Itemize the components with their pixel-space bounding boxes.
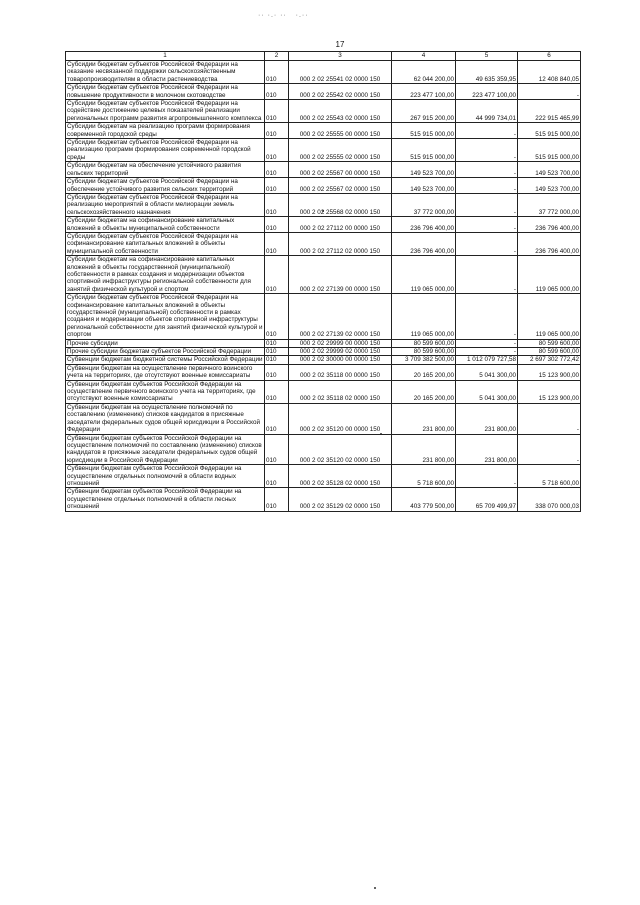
row-executed: -	[456, 232, 518, 255]
row-kbk: 000 2 02 35120 02 0000 150	[289, 434, 392, 465]
table-row	[66, 139, 581, 162]
header-col-6: 6	[518, 52, 581, 61]
row-unexecuted: -	[518, 434, 581, 465]
row-kbk: 000 2 02 25555 02 0000 150	[289, 139, 392, 162]
row-code: 010	[265, 193, 289, 216]
table-row	[66, 123, 581, 139]
row-code: 010	[265, 364, 289, 380]
row-name: Субсидии бюджетам субъектов Российской Федерации на обеспечение устойчивого развития сельских территорий	[66, 178, 265, 194]
row-name: Субвенции бюджетам на осуществление полномочий по составлению (изменению) списков кандидатов в присяжные заседатели федеральных судов общей юрисдикции в Российской Федерации	[66, 403, 265, 434]
row-kbk: 000 2 02 35120 00 0000 150	[289, 403, 392, 434]
row-kbk: 000 2 02 27112 02 0000 150	[289, 232, 392, 255]
table-row	[66, 488, 581, 511]
row-kbk: 000 2 02 25567 00 0000 150	[289, 162, 392, 178]
row-unexecuted: 2 697 302 772,42	[518, 356, 581, 364]
row-executed: -	[456, 162, 518, 178]
row-unexecuted: 515 915 000,00	[518, 123, 581, 139]
row-kbk: 000 2 02 25543 02 0000 150	[289, 100, 392, 123]
row-executed: -	[456, 193, 518, 216]
row-approved: 119 065 000,00	[392, 256, 456, 294]
table-row	[66, 193, 581, 216]
row-name: Субвенции бюджетам на осуществление первичного воинского учета на территориях, где отсутствуют военные комиссариаты	[66, 364, 265, 380]
budget-table	[65, 51, 581, 512]
row-executed: -	[456, 217, 518, 233]
row-code: 010	[265, 61, 289, 84]
row-approved: 20 165 200,00	[392, 364, 456, 380]
page-number: 17	[335, 40, 345, 49]
row-kbk: 000 2 02 25542 02 0000 150	[289, 84, 392, 100]
table-row	[66, 84, 581, 100]
row-unexecuted: 515 915 000,00	[518, 139, 581, 162]
row-approved: 80 599 600,00	[392, 348, 456, 356]
table-row	[66, 232, 581, 255]
row-name: Субсидии бюджетам на софинансирование капитальных вложений в объекты муниципальной собственности	[66, 217, 265, 233]
table-row	[66, 294, 581, 339]
row-name: Прочие субсидии	[66, 339, 265, 347]
row-code: 010	[265, 217, 289, 233]
row-approved: 62 044 200,00	[392, 61, 456, 84]
row-executed: -	[456, 178, 518, 194]
row-name: Субсидии бюджетам субъектов Российской Федерации на софинансирование капитальных вложений в объекты муниципальной собственности	[66, 232, 265, 255]
row-unexecuted: 222 915 465,99	[518, 100, 581, 123]
table-row	[66, 348, 581, 356]
header-col-5: 5	[456, 52, 518, 61]
header-col-4: 4	[392, 52, 456, 61]
row-name: Субсидии бюджетам на реализацию программ формирования современной городской среды	[66, 123, 265, 139]
row-code: 010	[265, 123, 289, 139]
row-approved: 20 165 200,00	[392, 380, 456, 403]
row-executed: 231 800,00	[456, 403, 518, 434]
row-name: Субвенции бюджетам субъектов Российской Федерации на осуществление отдельных полномочий в области лесных отношений	[66, 488, 265, 511]
row-approved: 231 800,00	[392, 403, 456, 434]
scan-artifact: ·· ·.· ·· ·.··	[258, 12, 309, 19]
table-row	[66, 162, 581, 178]
row-kbk: 000 2 02 29999 02 0000 150	[289, 348, 392, 356]
row-executed: -	[456, 465, 518, 488]
row-name: Субсидии бюджетам субъектов Российской Федерации на реализацию программ формирования современной городской среды	[66, 139, 265, 162]
row-unexecuted: 15 123 900,00	[518, 364, 581, 380]
row-executed: -	[456, 139, 518, 162]
row-approved: 515 915 000,00	[392, 139, 456, 162]
row-approved: 37 772 000,00	[392, 193, 456, 216]
row-unexecuted: 5 718 600,00	[518, 465, 581, 488]
row-executed: 1 012 079 727,58	[456, 356, 518, 364]
table-row	[66, 434, 581, 465]
table-header	[66, 52, 581, 61]
row-name: Субсидии бюджетам субъектов Российской Федерации на содействие достижению целевых показателей реализации региональных программ развития агропромышленного комплекса	[66, 100, 265, 123]
header-col-3: 3	[289, 52, 392, 61]
row-code: 010	[265, 380, 289, 403]
row-name: Субвенции бюджетам субъектов Российской Федерации на осуществление отдельных полномочий в области водных отношений	[66, 465, 265, 488]
row-approved: 267 915 200,00	[392, 100, 456, 123]
row-name: Прочие субсидии бюджетам субъектов Российской Федерации	[66, 348, 265, 356]
row-code: 010	[265, 434, 289, 465]
row-executed: 5 041 300,00	[456, 364, 518, 380]
row-approved: 119 065 000,00	[392, 294, 456, 339]
row-name: Субсидии бюджетам субъектов Российской Федерации на софинансирование капитальных вложений в объекты государственной (муниципальной) собственности в рамках создания и модернизации объектов спортивной инфраструктуры региональной собственности для занятий физической культурой и спортом	[67, 294, 263, 339]
row-kbk: 000 2 02 25555 00 0000 150	[289, 123, 392, 139]
table-row	[66, 61, 581, 84]
scan-speck	[374, 887, 376, 889]
table-row	[66, 465, 581, 488]
row-executed: -	[456, 348, 518, 356]
row-unexecuted: 338 070 000,03	[518, 488, 581, 511]
row-unexecuted: 119 065 000,00	[518, 294, 581, 339]
row-executed: -	[456, 123, 518, 139]
row-name: Субвенции бюджетам бюджетной системы Российской Федерации	[67, 356, 263, 364]
row-executed: 223 477 100,00	[456, 84, 518, 100]
row-kbk: 000 2 02 27112 00 0000 150	[289, 217, 392, 233]
row-unexecuted: 12 408 840,05	[518, 61, 581, 84]
row-kbk: 000 2 02 25567 02 0000 150	[289, 178, 392, 194]
row-unexecuted: 149 523 700,00	[518, 178, 581, 194]
row-executed: 5 041 300,00	[456, 380, 518, 403]
row-approved: 5 718 600,00	[392, 465, 456, 488]
row-approved: 236 796 400,00	[392, 217, 456, 233]
row-unexecuted: 80 599 600,00	[518, 348, 581, 356]
row-kbk: 000 2 02 25568 02 0000 150	[289, 193, 392, 216]
header-col-2: 2	[265, 52, 289, 61]
table-row	[66, 356, 581, 364]
row-executed: -	[456, 256, 518, 294]
row-name: Субсидии бюджетам субъектов Российской Федерации на реализацию мероприятий в области мелиорации земель сельскохозяйственного назначения	[66, 193, 265, 216]
row-code: 010	[265, 232, 289, 255]
row-unexecuted: 15 123 900,00	[518, 380, 581, 403]
row-approved: 149 523 700,00	[392, 178, 456, 194]
row-code: 010	[265, 256, 289, 294]
row-code: 010	[265, 348, 289, 356]
row-name: Субсидии бюджетам на обеспечение устойчивого развития сельских территорий	[66, 162, 265, 178]
row-kbk: 000 2 02 25541 02 0000 150	[289, 61, 392, 84]
row-name: Субсидии бюджетам субъектов Российской Федерации на оказание несвязанной поддержки сельскохозяйственным товаропроизводителям в области растениеводства	[66, 61, 265, 84]
row-executed: 44 999 734,01	[456, 100, 518, 123]
row-code: 010	[265, 139, 289, 162]
row-name: Субсидии бюджетам на софинансирование капитальных вложений в объекты государственной (муниципальной) собственности в рамках создания и модернизации объектов спортивной инфраструктуры региональной собственности для занятий физической культурой и спортом	[66, 256, 265, 294]
row-code: 010	[265, 339, 289, 347]
row-executed: 231 800,00	[456, 434, 518, 465]
table-row	[66, 403, 581, 434]
table-body	[66, 61, 581, 512]
table-row	[66, 100, 581, 123]
row-executed: -	[456, 294, 518, 339]
row-executed: -	[456, 339, 518, 347]
table-row	[66, 178, 581, 194]
row-approved: 231 800,00	[392, 434, 456, 465]
row-approved: 149 523 700,00	[392, 162, 456, 178]
row-name: Субвенции бюджетам субъектов Российской Федерации на осуществление первичного воинского учета на территориях, где отсутствуют военные комиссариаты	[66, 380, 265, 403]
row-code: 010	[265, 294, 289, 339]
row-approved: 403 779 500,00	[392, 488, 456, 511]
row-unexecuted: -	[518, 84, 581, 100]
header-col-1: 1	[66, 52, 265, 61]
row-approved: 80 599 600,00	[392, 339, 456, 347]
row-name: Субвенции бюджетам субъектов Российской Федерации на осуществление полномочий по составлению (изменению) списков кандидатов в присяжные заседатели федеральных судов общей юрисдикции в Российской Федерации	[66, 434, 265, 465]
row-approved: 515 915 000,00	[392, 123, 456, 139]
row-kbk: 000 2 02 35129 02 0000 150	[289, 488, 392, 511]
row-kbk: 000 2 02 35118 00 0000 150	[289, 364, 392, 380]
row-unexecuted: 80 599 600,00	[518, 339, 581, 347]
row-kbk: 000 2 02 27139 02 0000 150	[289, 294, 392, 339]
row-name: Субсидии бюджетам субъектов Российской Федерации на повышение продуктивности в молочном скотоводстве	[66, 84, 265, 100]
row-approved: 223 477 100,00	[392, 84, 456, 100]
table-row	[66, 380, 581, 403]
row-unexecuted: 149 523 700,00	[518, 162, 581, 178]
row-kbk: 000 2 02 35118 02 0000 150	[289, 380, 392, 403]
row-kbk: 000 2 02 35128 02 0000 150	[289, 465, 392, 488]
row-executed: 49 635 359,95	[456, 61, 518, 84]
row-unexecuted: 236 796 400,00	[518, 217, 581, 233]
table-row	[66, 217, 581, 233]
row-unexecuted: 119 065 000,00	[518, 256, 581, 294]
row-approved: 3 709 382 500,00	[392, 356, 456, 364]
row-unexecuted: 37 772 000,00	[518, 193, 581, 216]
row-kbk: 000 2 02 30000 00 0000 150	[289, 356, 392, 364]
row-kbk: 000 2 02 29999 00 0000 150	[289, 339, 392, 347]
row-code: 010	[265, 356, 289, 364]
row-code: 010	[265, 403, 289, 434]
table-row	[66, 256, 581, 294]
row-unexecuted: 236 796 400,00	[518, 232, 581, 255]
row-code: 010	[265, 100, 289, 123]
row-code: 010	[265, 84, 289, 100]
row-kbk: 000 2 02 27139 00 0000 150	[289, 256, 392, 294]
row-code: 010	[265, 178, 289, 194]
row-code: 010	[265, 465, 289, 488]
row-executed: 65 709 499,97	[456, 488, 518, 511]
table-row	[66, 339, 581, 347]
row-approved: 236 796 400,00	[392, 232, 456, 255]
row-unexecuted: -	[518, 403, 581, 434]
row-code: 010	[265, 488, 289, 511]
row-code: 010	[265, 162, 289, 178]
table-row	[66, 364, 581, 380]
